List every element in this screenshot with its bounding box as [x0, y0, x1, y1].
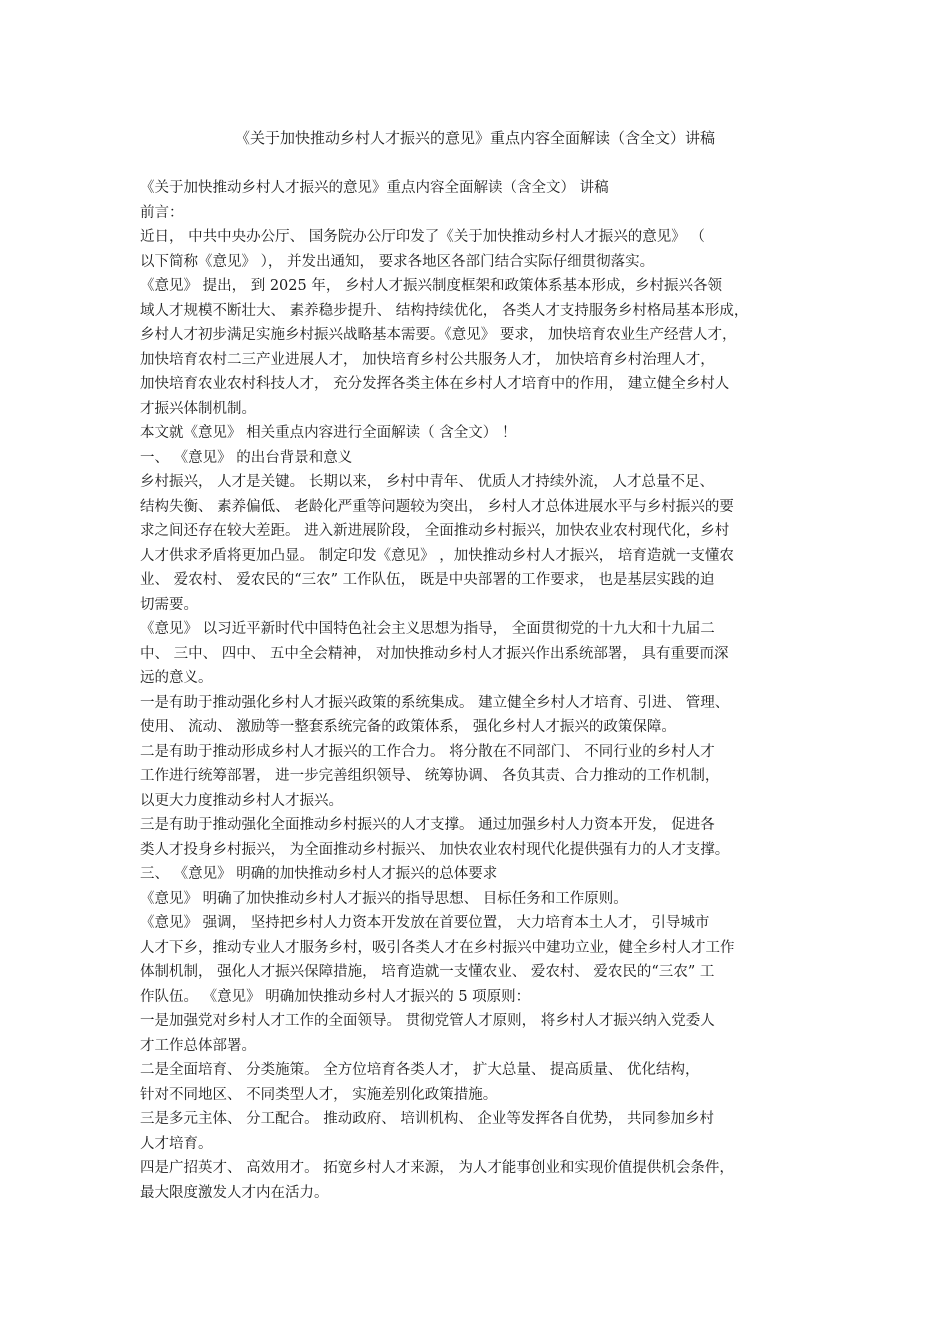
text-line: 乡村人才初步满足实施乡村振兴战略基本需要。《意见》 要求， 加快培育农业生产经营人才，: [140, 327, 737, 343]
text-line: 人才供求矛盾将更加凸显。 制定印发《意见》 ，加快推动乡村人才振兴， 培育造就一支懂农: [140, 547, 734, 564]
text-line: 前言：: [140, 204, 184, 221]
text-line: 四是广招英才、 高效用才。 拓宽乡村人才来源， 为人才能事创业和实现价值提供机会条件，: [140, 1160, 734, 1176]
text-line: 作队伍。 《意见》 明确加快推动乡村人才振兴的 5 项原则：: [140, 988, 531, 1005]
document-title: 《关于加快推动乡村人才振兴的意见》重点内容全面解读（含全文）讲稿: [234, 129, 715, 147]
text-line: 工作进行统筹部署， 进一步完善组织领导、 统筹协调、 各负其责、合力推动的工作机制，: [140, 768, 720, 784]
text-line: 三是多元主体、 分工配合。 推动政府、 培训机构、 企业等发挥各自优势， 共同参加乡村: [140, 1111, 715, 1127]
text-line: 业、 爱农村、 爱农民的“三农” 工作队伍， 既是中央部署的工作要求， 也是基层实践的迫: [140, 572, 715, 588]
text-line: 本文就《意见》 相关重点内容进行全面解读（ 含全文） ！: [140, 425, 517, 441]
text-line: 加快培育农村二三产业进展人才， 加快培育乡村公共服务人才， 加快培育乡村治理人才，: [140, 351, 715, 368]
text-line: 人才培育。: [140, 1135, 213, 1152]
text-line: 二是全面培育、 分类施策。 全方位培育各类人才， 扩大总量、 提高质量、 优化结构，: [140, 1062, 700, 1078]
text-line: 乡村振兴， 人才是关键。 长期以来， 乡村中青年、 优质人才持续外流， 人才总量不足、: [140, 474, 715, 490]
text-line: 域人才规模不断壮大、 素养稳步提升、 结构持续优化， 各类人才支持服务乡村格局基本形成，: [140, 302, 749, 319]
text-line: 《意见》 强调， 坚持把乡村人力资本开发放在首要位置， 大力培育本土人才， 引导城市: [140, 915, 710, 931]
text-line: 三、 《意见》 明确的加快推动乡村人才振兴的总体要求: [140, 866, 498, 882]
document-body: [140, 176, 820, 1205]
text-line: 人才下乡，推动专业人才服务乡村，吸引各类人才在乡村振兴中建功立业，健全乡村人才工作: [140, 939, 735, 956]
text-line: 一是有助于推动强化乡村人才振兴政策的系统集成。 建立健全乡村人才培育、引进、 管理、: [140, 694, 730, 711]
text-line: 才振兴体制机制。: [140, 400, 256, 417]
text-line: 才工作总体部署。: [140, 1037, 256, 1054]
text-line: 使用、 流动、 激励等一整套系统完备的政策体系， 强化乡村人才振兴的政策保障。: [140, 719, 676, 735]
text-line: 求之间还存在较大差距。 进入新进展阶段， 全面推动乡村振兴，加快农业农村现代化，乡村: [140, 523, 730, 539]
text-line: 中、 三中、 四中、 五中全会精神， 对加快推动乡村人才振兴作出系统部署， 具有重要而深: [140, 645, 729, 662]
text-line: 体制机制， 强化人才振兴保障措施， 培育造就一支懂农业、 爱农村、 爱农民的“三农” 工: [140, 964, 715, 980]
text-line: 以更大力度推动乡村人才振兴。: [140, 792, 343, 809]
text-line: 《意见》 明确了加快推动乡村人才振兴的指导思想、 目标任务和工作原则。: [140, 890, 628, 907]
text-line: 一、 《意见》 的出台背景和意义: [140, 449, 353, 466]
text-line: 结构失衡、 素养偏低、 老龄化严重等问题较为突出， 乡村人才总体进展水平与乡村振兴的要: [140, 498, 734, 515]
text-line: 近日， 中共中央办公厅、 国务院办公厅印发了《关于加快推动乡村人才振兴的意见》 （: [140, 229, 705, 245]
text-line: 一是加强党对乡村人才工作的全面领导。 贯彻党管人才原则， 将乡村人才振兴纳入党委人: [140, 1013, 715, 1029]
text-line: 以下简称《意见》 ）， 并发出通知， 要求各地区各部门结合实际仔细贯彻落实。: [140, 253, 655, 270]
text-line: 加快培育农业农村科技人才， 充分发挥各类主体在乡村人才培育中的作用， 建立健全乡村人: [140, 376, 730, 392]
text-line: 类人才投身乡村振兴， 为全面推动乡村振兴、 加快农业农村现代化提供强有力的人才支撑。: [140, 841, 730, 858]
text-line: 二是有助于推动形成乡村人才振兴的工作合力。 将分散在不同部门、 不同行业的乡村人才: [140, 743, 715, 760]
text-line: 《关于加快推动乡村人才振兴的意见》重点内容全面解读（含全文） 讲稿: [140, 180, 609, 196]
text-line: 针对不同地区、 不同类型人才， 实施差别化政策措施。: [140, 1086, 498, 1103]
text-line: 三是有助于推动强化全面推动乡村振兴的人才支撑。 通过加强乡村人力资本开发， 促进各: [140, 817, 715, 833]
text-line: 《意见》 提出， 到 2025 年， 乡村人才振兴制度框架和政策体系基本形成，乡村振兴各领: [140, 278, 722, 294]
text-line: 远的意义。: [140, 670, 213, 686]
text-line: 《意见》 以习近平新时代中国特色社会主义思想为指导， 全面贯彻党的十九大和十九届二: [140, 621, 715, 637]
text-line: 切需要。: [140, 596, 198, 613]
text-line: 最大限度激发人才内在活力。: [140, 1184, 329, 1201]
